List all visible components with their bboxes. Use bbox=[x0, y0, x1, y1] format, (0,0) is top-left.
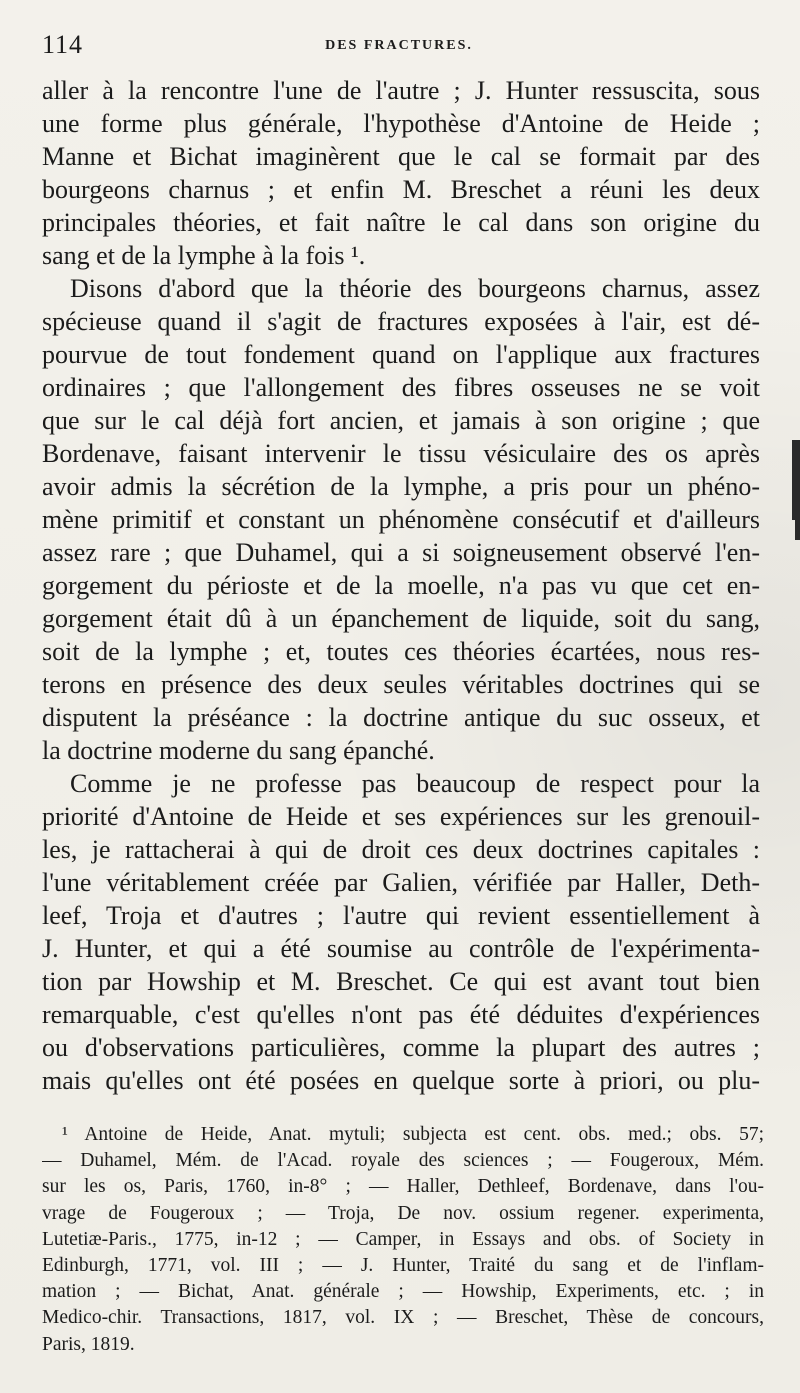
text-line: les, je rattacherai à qui de droit ces deux doctrines capitales : bbox=[42, 835, 760, 864]
text-line: soit de la lymphe ; et, toutes ces théories écartées, nous res- bbox=[42, 637, 760, 666]
text-line: ordinaires ; que l'allongement des fibres osseuses ne se voit bbox=[42, 373, 760, 402]
footnote-line: Paris, 1819. bbox=[42, 1333, 135, 1355]
footnote-line: Edinburgh, 1771, vol. III ; — J. Hunter, Traité du sang et de l'inflam- bbox=[42, 1254, 764, 1276]
text-line: aller à la rencontre l'une de l'autre ; J. Hunter ressuscita, sous bbox=[42, 76, 760, 105]
text-line: ou d'observations particulières, comme la plupart des autres ; bbox=[42, 1033, 760, 1062]
text-line: spécieuse quand il s'agit de fractures exposées à l'air, est dé- bbox=[42, 307, 760, 336]
footnote-line: ¹ Antoine de Heide, Anat. mytuli; subjecta est cent. obs. med.; obs. 57; bbox=[62, 1124, 764, 1145]
text-line: disputent la préséance : la doctrine antique du suc osseux, et bbox=[42, 703, 760, 732]
body-text bbox=[42, 74, 760, 1097]
text-line: terons en présence des deux seules véritables doctrines qui se bbox=[42, 670, 760, 699]
running-title: DES FRACTURES. bbox=[325, 38, 473, 53]
footnote-line: vrage de Fougeroux ; — Troja, De nov. ossium regener. experimenta, bbox=[42, 1202, 764, 1224]
page-edge-mark-small bbox=[795, 520, 800, 540]
text-line: avoir admis la sécrétion de la lymphe, a pris pour un phéno- bbox=[42, 472, 760, 501]
text-line: assez rare ; que Duhamel, qui a si soigneusement observé l'en- bbox=[42, 538, 760, 567]
text-line: leef, Troja et d'autres ; l'autre qui revient essentiellement à bbox=[42, 901, 760, 930]
text-line: une forme plus générale, l'hypothèse d'Antoine de Heide ; bbox=[42, 109, 760, 138]
footnote-line: — Duhamel, Mém. de l'Acad. royale des sciences ; — Fougeroux, Mém. bbox=[42, 1150, 764, 1172]
text-line: pourvue de tout fondement quand on l'applique aux fractures bbox=[42, 340, 760, 369]
text-line: la doctrine moderne du sang épanché. bbox=[42, 736, 435, 765]
page-edge-mark bbox=[792, 440, 800, 520]
footnote-line: sur les os, Paris, 1760, in-8° ; — Haller, Dethleef, Bordenave, dans l'ou- bbox=[42, 1176, 764, 1198]
text-line: J. Hunter, et qui a été soumise au contrôle de l'expérimenta- bbox=[42, 934, 760, 963]
page-header bbox=[42, 30, 756, 62]
text-line: sang et de la lymphe à la fois ¹. bbox=[42, 241, 366, 270]
text-line: Manne et Bichat imaginèrent que le cal se formait par des bbox=[42, 142, 760, 171]
text-line: gorgement était dû à un épanchement de liquide, soit du sang, bbox=[42, 604, 760, 633]
text-line: priorité d'Antoine de Heide et ses expériences sur les grenouil- bbox=[42, 802, 760, 831]
footnote-line: Medico-chir. Transactions, 1817, vol. IX ; — Breschet, Thèse de concours, bbox=[42, 1307, 764, 1329]
footnote-line: Lutetiæ-Paris., 1775, in-12 ; — Camper, in Essays and obs. of Society in bbox=[42, 1228, 764, 1250]
text-line: Bordenave, faisant intervenir le tissu vésiculaire des os après bbox=[42, 439, 760, 468]
footnote-line: mation ; — Bichat, Anat. générale ; — Howship, Experiments, etc. ; in bbox=[42, 1281, 764, 1303]
page-number: 114 bbox=[42, 30, 84, 59]
text-line: Disons d'abord que la théorie des bourgeons charnus, assez bbox=[70, 274, 760, 303]
text-line: remarquable, c'est qu'elles n'ont pas été déduites d'expériences bbox=[42, 1000, 760, 1029]
text-line: l'une véritablement créée par Galien, vérifiée par Haller, Deth- bbox=[42, 868, 760, 897]
text-line: bourgeons charnus ; et enfin M. Breschet a réuni les deux bbox=[42, 175, 760, 204]
text-line: gorgement du périoste et de la moelle, n'a pas vu que cet en- bbox=[42, 571, 760, 600]
text-line: mais qu'elles ont été posées en quelque sorte à priori, ou plu- bbox=[42, 1066, 760, 1095]
text-line: tion par Howship et M. Breschet. Ce qui est avant tout bien bbox=[42, 967, 760, 996]
text-line: principales théories, et fait naître le cal dans son origine du bbox=[42, 208, 760, 237]
text-line: que sur le cal déjà fort ancien, et jamais à son origine ; que bbox=[42, 406, 760, 435]
text-line: Comme je ne professe pas beaucoup de respect pour la bbox=[70, 769, 760, 798]
footnotes bbox=[42, 1122, 764, 1358]
text-line: mène primitif et constant un phénomène consécutif et d'ailleurs bbox=[42, 505, 760, 534]
